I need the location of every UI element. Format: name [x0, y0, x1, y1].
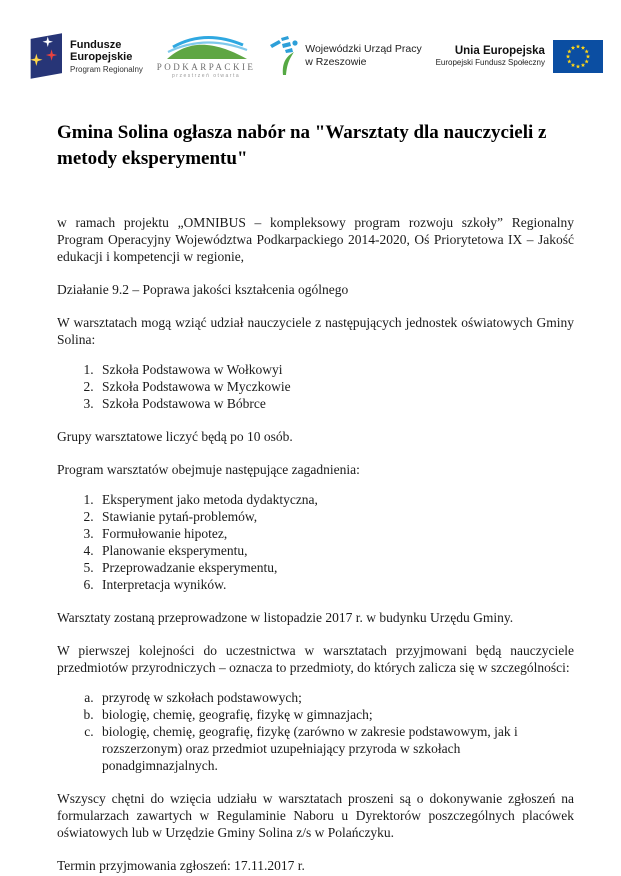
paragraph-priority: W pierwszej kolejności do uczestnictwa w warsztatach przyjmowani będą nauczyciele przedmiotów przyrodniczych – oznacza to przedmioty, do których zalicza się w szczególności:	[57, 643, 574, 675]
list-item: 1. Eksperyment jako metoda dydaktyczna,	[97, 491, 574, 508]
eu-flag-icon	[553, 40, 603, 73]
wup-bird-icon	[269, 35, 299, 77]
logo-unia-europejska	[436, 40, 603, 73]
list-item: 5. Przeprowadzanie eksperymentu,	[97, 559, 574, 576]
list-item: 3. Szkoła Podstawowa w Bóbrce	[97, 395, 574, 412]
wup-logo-line1: Wojewódzki Urząd Pracy	[305, 43, 422, 55]
subjects-list	[57, 689, 574, 774]
list-item: 6. Interpretacja wyników.	[97, 576, 574, 593]
fe-flag-icon	[24, 30, 62, 82]
document-content	[0, 120, 621, 874]
logo-header	[0, 0, 621, 86]
paragraph-groups: Grupy warsztatowe liczyć będą po 10 osób.	[57, 429, 293, 444]
wup-logo-line2: w Rzeszowie	[305, 56, 367, 68]
paragraph-when: Warsztaty zostaną przeprowadzone w listopadzie 2017 r. w budynku Urzędu Gminy.	[57, 610, 514, 625]
fe-logo-text	[70, 39, 143, 74]
schools-list	[57, 361, 574, 412]
list-item: 2. Szkoła Podstawowa w Myczkowie	[97, 378, 574, 395]
paragraph-project-intro: w ramach projektu „OMNIBUS – kompleksowy program rozwoju szkoły” Regionalny Program Operacyjny Województwa Podkarpackiego 2014-2020, Oś Priorytetowa IX – Jakość edukacji i kompetencji w regionie,	[57, 215, 574, 264]
eu-logo-subtitle: Europejski Fundusz Społeczny	[435, 58, 545, 67]
list-item: 4. Planowanie eksperymentu,	[97, 542, 574, 559]
fe-logo-subtitle: Program Regionalny	[70, 64, 143, 74]
paragraph-dzialanie: Działanie 9.2 – Poprawa jakości kształcenia ogólnego	[57, 282, 349, 297]
eu-logo-name: Unia Europejska	[454, 45, 545, 57]
paragraph-apply: Wszyscy chętni do wzięcia udziału w warsztatach proszeni są o dokonywanie zgłoszeń na formularzach zawartych w Regulaminie Naboru u Dyrektorów poszczególnych placówek oświatowych lub w Urzędzie Gminy Solina z/s w Polańczyku.	[57, 791, 574, 840]
logo-wup-rzeszow	[269, 35, 422, 77]
logo-fundusze-europejskie	[24, 30, 143, 82]
page-title: Gmina Solina ogłasza nabór na "Warsztaty dla nauczycieli z metody eksperymentu"	[57, 122, 547, 169]
list-item: 1. Szkoła Podstawowa w Wołkowyi	[97, 361, 574, 378]
wup-logo-text	[305, 43, 422, 69]
topics-list	[57, 491, 574, 593]
podkarpackie-logo-name: PODKARPACKIE	[156, 62, 256, 72]
fe-logo-line1: Fundusze	[70, 38, 122, 51]
paragraph-deadline: Termin przyjmowania zgłoszeń: 17.11.2017 r.	[57, 858, 305, 873]
list-item: c. biologię, chemię, geografię, fizykę (zarówno w zakresie podstawowym, jak i rozszerzonym) oraz przedmiot uzupełniający przyroda w szkołach ponadgimnazjalnych.	[97, 723, 574, 774]
logo-podkarpackie	[157, 33, 256, 79]
podkarpackie-mountain-icon	[159, 33, 254, 61]
list-item: 3. Formułowanie hipotez,	[97, 525, 574, 542]
list-item: 2. Stawianie pytań-problemów,	[97, 508, 574, 525]
list-item: b. biologię, chemię, geografię, fizykę w gimnazjach;	[97, 706, 574, 723]
paragraph-units-intro: W warsztatach mogą wziąć udział nauczyciele z następujących jednostek oświatowych Gminy Solina:	[57, 315, 574, 347]
paragraph-program-intro: Program warsztatów obejmuje następujące zagadnienia:	[57, 462, 360, 477]
fe-logo-line2: Europejskie	[70, 50, 133, 63]
list-item: a. przyrodę w szkołach podstawowych;	[97, 689, 574, 706]
podkarpackie-logo-subtitle: przestrzeń otwarta	[172, 73, 241, 79]
eu-logo-text	[436, 45, 545, 67]
